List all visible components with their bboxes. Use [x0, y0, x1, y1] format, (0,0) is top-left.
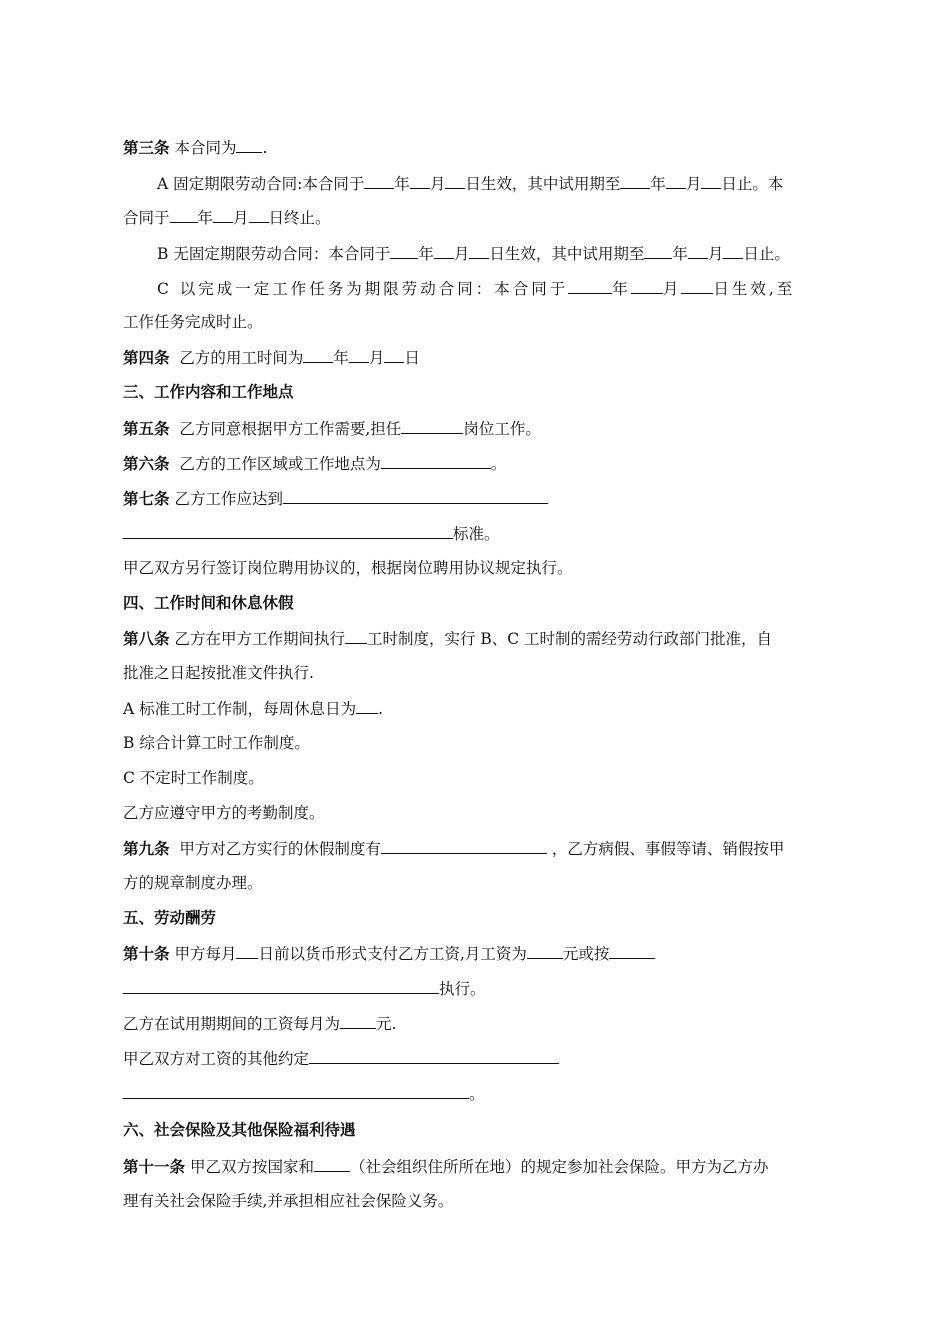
section-3-heading: 三、工作内容和工作地点 [123, 383, 294, 401]
option-c-text: C 以完成一定工作任务为期限劳动合同：本合同于 [157, 280, 569, 298]
section-6-heading: 六、社会保险及其他保险福利待遇 [123, 1121, 356, 1139]
blank-month[interactable] [410, 173, 430, 189]
option-a-text: A 标准工时工作制，每周休息日为 [123, 700, 357, 718]
year-label: 年 [394, 175, 410, 193]
article-8-line1 [123, 628, 772, 649]
blank-standard[interactable] [283, 488, 548, 504]
other-agreement-tail: 。 [469, 1085, 485, 1103]
article-7-line1 [123, 488, 548, 509]
article-10-line2 [123, 978, 486, 999]
blank-pay-day[interactable] [236, 943, 258, 959]
blank-salary-basis[interactable] [609, 943, 655, 959]
period: . [378, 700, 384, 718]
other-agreement-text: 甲乙双方对工资的其他约定 [123, 1050, 310, 1068]
day-terminate-text: 日终止。 [268, 209, 331, 227]
article-11-text-b: （社会组织住所所在地）的规定参加社会保险。甲方为乙方办 [349, 1158, 769, 1176]
blank-day[interactable] [681, 278, 713, 294]
article-8-text: 乙方在甲方工作期间执行 [169, 630, 345, 648]
article-10-other-line1 [123, 1048, 559, 1069]
blank-year[interactable] [303, 347, 333, 363]
article-10-line1 [123, 943, 655, 964]
article-10-text: 甲方每月 [169, 945, 237, 963]
article-8-text-b: 工时制度，实行 B、C 工时制的需经劳动行政部门批准，自 [366, 630, 773, 648]
article-3-line [123, 137, 267, 158]
blank-day[interactable] [445, 173, 465, 189]
month-label: 月 [685, 175, 702, 193]
article-10-tail: 执行。 [439, 980, 486, 998]
article-8-note: 乙方应遵守甲方的考勤制度。 [123, 804, 325, 822]
article-9-heading: 第九条 [123, 840, 170, 858]
article-5-tail: 岗位工作。 [463, 420, 541, 438]
option-c-text-2: 工作任务完成时止。 [123, 313, 263, 331]
month-label: 月 [453, 245, 470, 263]
article-8-heading: 第八条 [123, 630, 170, 648]
article-8-option-c: C 不定时工作制度。 [123, 769, 264, 787]
blank-year[interactable] [170, 207, 198, 223]
blank-month[interactable] [688, 243, 708, 259]
day-effective-text: 日生效，其中试用期至 [465, 175, 621, 193]
article-9-line1 [123, 838, 784, 859]
article-5-text: 乙方同意根据甲方工作需要,担任 [179, 420, 402, 438]
article-4-text: 乙方的用工时间为 [179, 349, 304, 367]
blank-hours-system[interactable] [345, 628, 367, 644]
blank-standard-cont[interactable] [123, 523, 453, 539]
article-11-line2: 理有关社会保险手续,并承担相应社会保险义务。 [123, 1192, 454, 1210]
article-8-option-a [123, 698, 383, 719]
article-11-heading: 第十一条 [123, 1158, 186, 1176]
day-effective-text: 日生效，其中试用期至 [489, 245, 645, 263]
section-4-heading: 四、工作时间和休息休假 [123, 594, 294, 612]
trial-salary-tail: 元. [376, 1015, 397, 1033]
blank-position[interactable] [401, 418, 463, 434]
blank-day[interactable] [384, 347, 404, 363]
article-9-text: 甲方对乙方实行的休假制度有 [179, 840, 381, 858]
blank-month[interactable] [349, 347, 369, 363]
blank-year[interactable] [364, 173, 394, 189]
blank-month[interactable] [631, 278, 663, 294]
blank-location[interactable] [381, 453, 491, 469]
article-3-option-a-line2 [123, 207, 331, 228]
blank-month[interactable] [666, 173, 686, 189]
blank-leave-system[interactable] [381, 838, 547, 854]
year-label: 年 [333, 349, 349, 367]
blank-year[interactable] [644, 243, 672, 259]
option-b-text: B 无固定期限劳动合同：本合同于 [157, 245, 391, 263]
article-6-heading: 第六条 [123, 455, 170, 473]
blank-day[interactable] [701, 173, 721, 189]
article-10-heading: 第十条 [123, 945, 170, 963]
month-label: 月 [662, 280, 682, 298]
article-10-text-c: 元或按 [562, 945, 610, 963]
year-label: 年 [650, 175, 666, 193]
article-9-text-b: ，乙方病假、事假等请、销假按甲 [551, 840, 785, 858]
article-3-option-c-line1 [157, 278, 795, 299]
blank-monthly-salary[interactable] [527, 943, 563, 959]
article-10-trial-salary [123, 1013, 396, 1034]
article-8-option-b: B 综合计算工时工作制度。 [123, 734, 310, 752]
article-10-other-line2 [123, 1083, 485, 1104]
blank-rest-day[interactable] [356, 698, 378, 714]
year-label: 年 [612, 280, 631, 298]
blank-day[interactable] [723, 243, 743, 259]
blank-other-agreement-cont[interactable] [123, 1083, 469, 1099]
blank-day[interactable] [469, 243, 489, 259]
article-11-text: 甲乙双方按国家和 [185, 1158, 314, 1176]
trial-salary-text: 乙方在试用期期间的工资每月为 [123, 1015, 341, 1033]
blank-year[interactable] [390, 243, 418, 259]
section-5-heading: 五、劳动酬劳 [123, 909, 217, 927]
blank-month[interactable] [213, 207, 233, 223]
article-4-line [123, 347, 420, 368]
year-label: 年 [418, 245, 434, 263]
article-7-text: 乙方工作应达到 [169, 490, 283, 508]
blank-year[interactable] [620, 173, 650, 189]
article-6-tail: 。 [490, 455, 507, 473]
blank-month[interactable] [434, 243, 454, 259]
note-position-agreement: 甲乙双方另行签订岗位聘用协议的，根据岗位聘用协议规定执行。 [123, 559, 573, 577]
article-8-line2: 批准之日起按批准文件执行. [123, 664, 314, 682]
article-3-intro: 本合同为 [169, 139, 237, 157]
article-11-line1 [123, 1156, 768, 1177]
month-label: 月 [368, 349, 385, 367]
article-3-option-b [157, 243, 790, 264]
article-6-text: 乙方的工作区域或工作地点为 [179, 455, 381, 473]
month-label: 月 [707, 245, 724, 263]
article-7-tail: 标准。 [453, 525, 500, 543]
day-label: 日 [404, 349, 420, 367]
day-end-text: 日止。 [743, 245, 790, 263]
blank-salary-basis-cont[interactable] [123, 978, 439, 994]
option-a-text: A 固定期限劳动合同:本合同于 [157, 175, 365, 193]
month-label: 月 [233, 209, 249, 227]
article-9-line2: 方的规章制度办理。 [123, 874, 263, 892]
year-label: 年 [672, 245, 688, 263]
period: . [262, 139, 268, 157]
blank-field[interactable] [236, 137, 262, 153]
year-label: 年 [197, 209, 214, 227]
article-5-line [123, 418, 541, 439]
blank-day[interactable] [249, 207, 269, 223]
option-a-text-2: 合同于 [123, 209, 170, 227]
article-7-line2 [123, 523, 500, 544]
article-3-option-c-line2 [123, 312, 263, 332]
article-10-text-b: 日前以货币形式支付乙方工资,月工资为 [258, 945, 527, 963]
blank-year[interactable] [568, 278, 612, 294]
article-6-line [123, 453, 506, 474]
day-end-text: 日止。本 [721, 175, 784, 193]
option-c-effective-text: 日生效,至 [713, 280, 796, 298]
blank-trial-salary[interactable] [340, 1013, 376, 1029]
blank-other-agreement[interactable] [309, 1048, 559, 1064]
blank-locality[interactable] [314, 1156, 350, 1172]
month-label: 月 [429, 175, 446, 193]
article-5-heading: 第五条 [123, 420, 170, 438]
article-7-heading: 第七条 [123, 490, 170, 508]
article-4-heading: 第四条 [123, 349, 170, 367]
article-3-option-a-line1 [157, 173, 783, 194]
article-3-heading: 第三条 [123, 139, 170, 157]
